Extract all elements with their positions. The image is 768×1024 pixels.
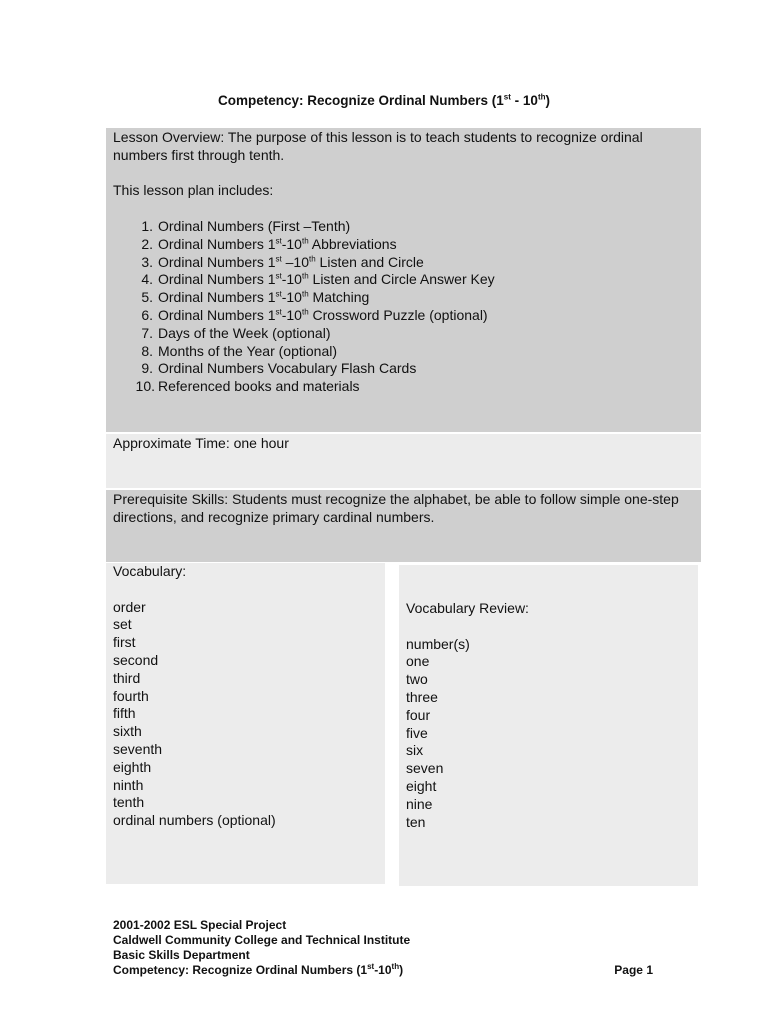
list-item: two: [406, 671, 428, 688]
list-item: set: [113, 616, 132, 633]
list-item: ninth: [113, 776, 144, 793]
list-item: 6. Ordinal Numbers 1st-10th Crossword Puzzle (optional): [141, 306, 488, 323]
list-item: tenth: [113, 794, 145, 811]
list-item: ordinal numbers (optional): [113, 812, 276, 829]
list-item: 1. Ordinal Numbers (First –Tenth): [141, 217, 351, 234]
list-item: fifth: [113, 705, 136, 722]
list-item: ten: [406, 813, 426, 830]
document-title: Competency: Recognize Ordinal Numbers (1st - 10th): [217, 92, 550, 108]
lesson-overview-text: Lesson Overview: The purpose of this lesson is to teach students to recognize ordinal numbers first through tenth.: [113, 129, 643, 163]
vocabulary-section: [106, 563, 385, 884]
list-item: 4. Ordinal Numbers 1st-10th Listen and Circle Answer Key: [141, 271, 495, 288]
lesson-overview-section: [106, 128, 701, 432]
prerequisite-skills-section: [106, 490, 701, 562]
list-item: seventh: [113, 740, 163, 757]
list-item: seven: [406, 760, 444, 777]
list-item: eighth: [113, 758, 152, 775]
footer-department: Basic Skills Department: [113, 948, 250, 962]
list-item: one: [406, 653, 430, 670]
lesson-includes-label: This lesson plan includes:: [113, 182, 274, 199]
prerequisite-skills-text: Prerequisite Skills: Students must recognize the alphabet, be able to follow simple one-step directions, and recognize primary cardinal numbers.: [113, 491, 679, 525]
list-item: five: [406, 724, 428, 741]
lesson-plan-list: [113, 218, 694, 396]
vocabulary-heading: Vocabulary:: [113, 563, 187, 579]
vocabulary-review-heading: Vocabulary Review:: [406, 600, 529, 616]
approximate-time-section: [106, 434, 701, 488]
list-item: 8. Months of the Year (optional): [141, 342, 338, 359]
list-item: sixth: [113, 723, 142, 740]
approximate-time-text: Approximate Time: one hour: [113, 435, 289, 451]
list-item: second: [113, 651, 159, 668]
list-item: nine: [406, 795, 433, 812]
list-item: 9. Ordinal Numbers Vocabulary Flash Cards: [141, 360, 417, 377]
list-item: order: [113, 598, 146, 615]
list-item: six: [406, 742, 424, 759]
list-item: four: [406, 706, 431, 723]
list-item: three: [406, 688, 438, 705]
list-item: 3. Ordinal Numbers 1st –10th Listen and Circle: [141, 253, 424, 270]
vocabulary-review-section: [399, 565, 698, 886]
vocabulary-review-list: [406, 636, 691, 832]
list-item: number(s): [406, 635, 470, 652]
list-item: third: [113, 669, 141, 686]
page-footer: [113, 918, 653, 978]
list-item: fourth: [113, 687, 149, 704]
list-item: 5. Ordinal Numbers 1st-10th Matching: [141, 289, 370, 306]
list-item: 10. Referenced books and materials: [135, 378, 360, 395]
list-item: 7. Days of the Week (optional): [141, 324, 331, 341]
page-number: Page 1: [614, 963, 653, 977]
footer-competency: Competency: Recognize Ordinal Numbers (1st-10th): [113, 962, 404, 977]
list-item: first: [113, 634, 136, 651]
footer-project: 2001-2002 ESL Special Project: [113, 918, 287, 932]
vocabulary-list: [113, 599, 378, 830]
footer-institution: Caldwell Community College and Technical Institute: [113, 933, 411, 947]
list-item: eight: [406, 777, 437, 794]
list-item: 2. Ordinal Numbers 1st-10th Abbreviations: [141, 235, 397, 252]
